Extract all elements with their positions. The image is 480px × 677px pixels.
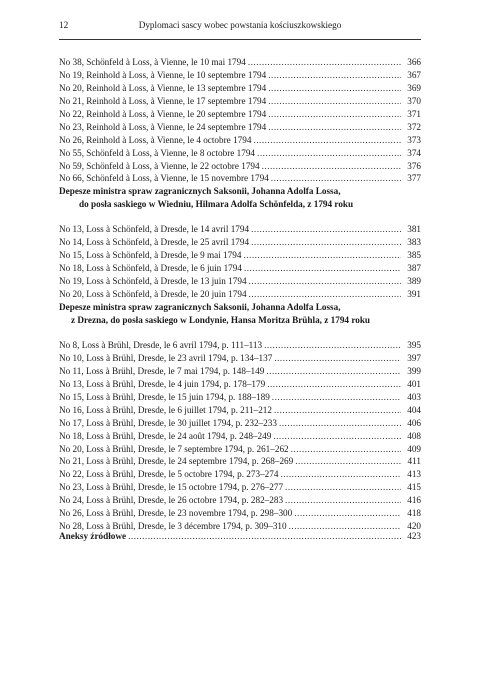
dot-leader [274,352,401,365]
toc-entry[interactable] [59,468,421,481]
section-heading-london-dispatches [59,301,421,327]
toc-entry[interactable] [59,430,421,443]
dot-leader [271,172,401,185]
dot-leader [244,262,401,275]
toc-entry[interactable] [59,417,421,430]
toc-entry[interactable] [59,262,421,275]
dot-leader [257,147,401,160]
dot-leader [285,481,401,494]
toc-entry[interactable] [59,147,421,160]
dot-leader [272,391,401,404]
dot-leader [262,160,401,173]
toc-entry-label: No 8, Loss à Brühl, Dresde, le 6 avril 1794, p. 111–113 [59,340,263,350]
toc-entry[interactable] [59,82,421,95]
toc-entry-page: 391 [407,288,421,299]
toc-entry-page: 408 [407,430,421,441]
toc-entry-label: No 23, Reinhold à Loss, à Vienne, le 24 septembre 1794 [59,121,267,132]
section-heading-line: z Drezna, do posła saskiego w Londynie, Hansa Moritza Brühla, z 1794 roku [71,314,371,325]
toc-entry-page: 423 [407,531,421,541]
toc-entry-label: No 59, Schönfeld à Loss, à Vienne, le 22 octobre 1794 [59,160,260,171]
dot-leader [128,530,401,543]
toc-entry-page: 367 [407,69,421,80]
page-header [59,20,421,34]
toc-entry[interactable] [59,223,421,236]
toc-entry-page: 409 [407,443,421,454]
toc-entry-label: No 23, Loss à Brühl, Dresde, le 15 octobre 1794, p. 276–277 [59,482,284,493]
toc-entry-page: 385 [407,249,421,260]
toc-entry[interactable] [59,455,421,468]
dot-leader [280,468,401,481]
toc-entry-page: 369 [407,82,421,93]
section-heading-line: do posła saskiego w Wiedniu, Hilmara Adolfa Schönfelda, z 1794 roku [79,198,354,209]
dot-leader [268,69,401,82]
toc-entry[interactable] [59,69,421,82]
toc-entry-label: No 28, Loss à Brühl, Dresde, le 3 décembre 1794, p. 309–310 [59,521,287,532]
dot-leader [285,494,401,507]
dot-leader [264,339,401,352]
toc-entry-label: No 21, Loss à Brühl, Dresde, le 24 septembre 1794, p. 268–269 [59,456,294,467]
dot-leader [268,95,401,108]
toc-entry[interactable] [59,481,421,494]
toc-entry[interactable] [59,56,421,69]
toc-entry-label: No 10, Loss à Brühl, Dresde, le 23 avril 1794, p. 134–137 [59,352,273,363]
toc-entry-page: 404 [407,404,421,415]
toc-entry-annex[interactable] [59,530,421,543]
toc-entry-label: No 17, Loss à Brühl, Dresde, le 30 juillet 1794, p. 232–233 [59,417,277,428]
toc-entry-page: 383 [407,236,421,247]
toc-entry-label: No 19, Loss à Schönfeld, à Dresde, le 13 juin 1794 [59,275,247,286]
toc-block-annex [59,530,421,543]
toc-entry-page: 413 [407,469,421,480]
toc-entry[interactable] [59,236,421,249]
toc-entry[interactable] [59,494,421,507]
toc-entry-label: No 19, Reinhold à Loss, à Vienne, le 10 septembre 1794 [59,69,267,80]
running-title: Dyplomaci sascy wobec powstania kościuszkowskiego [138,20,342,30]
dot-leader [268,108,401,121]
dot-leader [268,82,401,95]
section-heading-line: Depesze ministra spraw zagranicznych Saksonii, Johanna Adolfa Lossa, [59,186,341,196]
dot-leader [273,430,401,443]
toc-entry[interactable] [59,391,421,404]
toc-entry-page: 371 [407,108,421,119]
dot-leader [266,365,401,378]
toc-entry-page: 387 [407,262,421,273]
toc-entry-label: No 15, Loss à Schönfeld, à Dresde, le 9 mai 1794 [59,249,242,260]
dot-leader [251,223,401,236]
toc-entry[interactable] [59,288,421,301]
toc-entry-page: 415 [407,482,421,493]
dot-leader [274,404,401,417]
toc-entry-page: 418 [407,508,421,519]
toc-entry-label: No 20, Loss à Brühl, Dresde, le 7 septembre 1794, p. 261–262 [59,443,289,454]
toc-entry-page: 406 [407,417,421,428]
toc-entry-page: 366 [407,57,421,67]
dot-leader [268,121,401,134]
toc-entry-label: No 13, Loss à Brühl, Dresde, le 4 juin 1794, p. 178–179 [59,378,266,389]
toc-entry[interactable] [59,404,421,417]
dot-leader [294,507,401,520]
toc-entry-page: 399 [407,365,421,376]
toc-entry-label: No 13, Loss à Schönfeld, à Dresde, le 14 avril 1794 [59,224,250,234]
toc-entry-page: 397 [407,352,421,363]
dot-leader [249,288,401,301]
section-heading-line: Depesze ministra spraw zagranicznych Saksonii, Johanna Adolfa Lossa, [59,302,341,312]
toc-block-vienna-dispatches [59,223,421,301]
toc-entry-label: No 26, Reinhold à Loss, à Vienne, le 4 octobre 1794 [59,134,252,145]
toc-entry-page: 401 [407,378,421,389]
toc-entry-page: 381 [407,224,421,234]
toc-entry[interactable] [59,95,421,108]
header-rule [59,39,421,40]
toc-entry[interactable] [59,249,421,262]
toc-entry-label: No 18, Loss à Schönfeld, à Dresde, le 6 juin 1794 [59,262,242,273]
section-heading-vienna-dispatches [59,185,421,211]
toc-entry-label: No 22, Loss à Brühl, Dresde, le 5 octobre 1794, p. 273–274 [59,469,279,480]
toc-entry-label: No 20, Loss à Schönfeld, à Dresde, le 20 juin 1794 [59,288,247,299]
toc-entry-label: No 38, Schönfeld à Loss, à Vienne, le 10 mai 1794 [59,57,246,67]
toc-entry[interactable] [59,134,421,147]
dot-leader [243,249,401,262]
dot-leader [248,56,401,69]
toc-entry-page: 377 [407,173,421,184]
toc-entry-label: No 11, Loss à Brühl, Dresde, le 7 mai 1794, p. 148–149 [59,365,265,376]
toc-entry[interactable] [59,378,421,391]
dot-leader [295,455,401,468]
toc-entry-label: No 22, Reinhold à Loss, à Vienne, le 20 septembre 1794 [59,108,267,119]
toc-entry[interactable] [59,339,421,352]
page-number: 12 [59,20,69,30]
toc-entry-label: No 24, Loss à Brühl, Dresde, le 26 octobre 1794, p. 282–283 [59,495,284,506]
toc-entry-label: No 15, Loss à Brühl, Dresde, le 15 juin 1794, p. 188–189 [59,391,270,402]
toc-entry-page: 420 [407,521,421,532]
toc-entry[interactable] [59,172,421,185]
toc-entry-page: 403 [407,391,421,402]
toc-entry-label: No 26, Loss à Brühl, Dresde, le 23 novembre 1794, p. 298–300 [59,508,293,519]
toc-entry[interactable] [59,365,421,378]
toc-entry-page: 373 [407,134,421,145]
toc-entry-label: No 55, Schönfeld à Loss, à Vienne, le 8 octobre 1794 [59,147,256,158]
dot-leader [279,417,401,430]
toc-block-london-dispatches [59,339,421,533]
toc-entry[interactable] [59,443,421,456]
toc-entry[interactable] [59,121,421,134]
dot-leader [291,443,401,456]
toc-entry-label: No 20, Reinhold à Loss, à Vienne, le 13 septembre 1794 [59,82,267,93]
toc-entry-label: No 21, Reinhold à Loss, à Vienne, le 17 septembre 1794 [59,95,267,106]
dot-leader [253,134,401,147]
toc-entry[interactable] [59,352,421,365]
toc-block-vienna-reports [59,56,421,185]
toc-entry-page: 395 [407,340,421,350]
toc-entry-page: 372 [407,121,421,132]
toc-entry[interactable] [59,275,421,288]
toc-entry-page: 376 [407,160,421,171]
dot-leader [251,236,401,249]
toc-entry-label: No 66, Schönfeld à Loss, à Vienne, le 15 novembre 1794 [59,173,269,184]
toc-entry-label: No 16, Loss à Brühl, Dresde, le 6 juillet 1794, p. 211–212 [59,404,272,415]
toc-entry-page: 389 [407,275,421,286]
toc-entry-page: 416 [407,495,421,506]
toc-entry-page: 370 [407,95,421,106]
toc-entry-label: No 14, Loss à Schönfeld, à Dresde, le 25 avril 1794 [59,236,250,247]
toc-entry[interactable] [59,507,421,520]
toc-entry-label: No 18, Loss à Brühl, Dresde, le 24 août 1794, p. 248–249 [59,430,272,441]
toc-entry-label: Aneksy źródłowe [59,531,127,541]
toc-entry-page: 374 [407,147,421,158]
dot-leader [249,275,401,288]
toc-entry-page: 411 [407,456,421,467]
dot-leader [267,378,401,391]
toc-entry[interactable] [59,160,421,173]
toc-entry[interactable] [59,108,421,121]
